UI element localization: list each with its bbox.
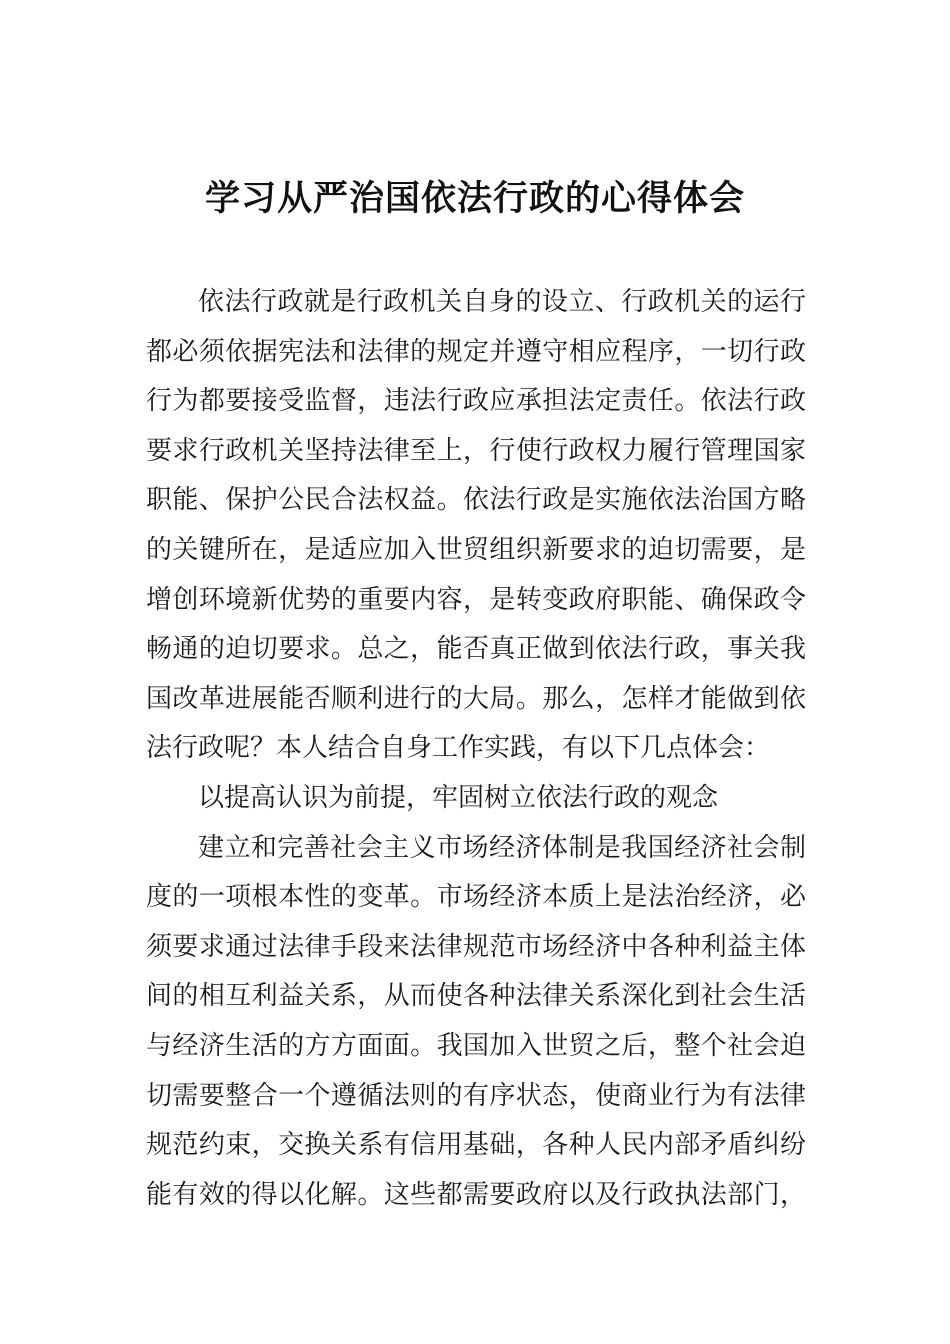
paragraph-line: 行为都要接受监督，违法行政应承担法定责任。依法行政 (146, 386, 806, 417)
paragraph-line: 规范约束，交换关系有信用基础，各种人民内部矛盾纠纷 (146, 1130, 806, 1161)
paragraph-line: 能有效的得以化解。这些都需要政府以及行政执法部门， (146, 1179, 806, 1210)
document-title: 学习从严治国依法行政的心得体会 (204, 179, 745, 219)
paragraph-line: 要求行政机关坚持法律至上，行使行政权力履行管理国家 (146, 435, 806, 466)
paragraph-line: 都必须依据宪法和法律的规定并遵守相应程序，一切行政 (146, 336, 806, 367)
paragraph-line: 职能、保护公民合法权益。依法行政是实施依法治国方略 (146, 485, 806, 516)
paragraph-line: 的关键所在，是适应加入世贸组织新要求的迫切需要，是 (146, 534, 806, 565)
paragraph-line: 度的一项根本性的变革。市场经济本质上是法治经济，必 (146, 882, 806, 913)
paragraph-line: 增创环境新优势的重要内容，是转变政府职能、确保政令 (146, 584, 806, 615)
paragraph-line: 依法行政就是行政机关自身的设立、行政机关的运行 (198, 287, 806, 317)
paragraph-line: 须要求通过法律手段来法律规范市场经济中各种利益主体 (146, 931, 806, 962)
document-body (146, 278, 806, 1220)
paragraph-line: 与经济生活的方方面面。我国加入世贸之后，整个社会迫 (146, 1030, 806, 1061)
section-heading: 以提高认识为前提，牢固树立依法行政的观念 (198, 782, 719, 813)
paragraph-line: 国改革进展能否顺利进行的大局。那么，怎样才能做到依 (146, 683, 806, 714)
paragraph-line: 切需要整合一个遵循法则的有序状态，使商业行为有法律 (146, 1080, 806, 1111)
paragraph-line: 建立和完善社会主义市场经济体制是我国经济社会制 (198, 832, 806, 863)
paragraph-line: 畅通的迫切要求。总之，能否真正做到依法行政，事关我 (146, 634, 806, 665)
paragraph-line: 间的相互利益关系，从而使各种法律关系深化到社会生活 (146, 981, 806, 1012)
paragraph-line: 法行政呢？本人结合自身工作实践，有以下几点体会： (146, 733, 771, 764)
